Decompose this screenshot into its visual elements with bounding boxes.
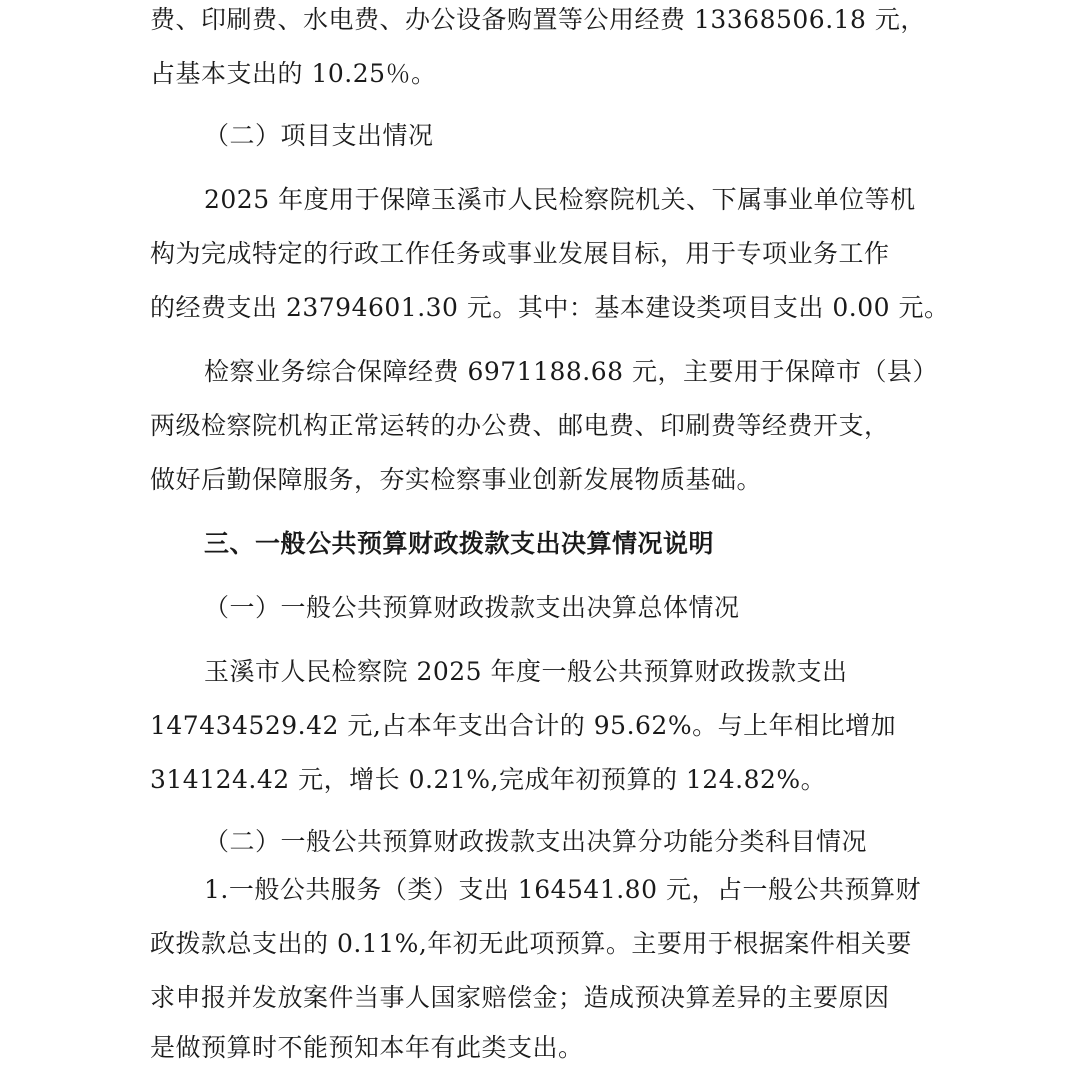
- subsection-heading: （二）一般公共预算财政拨款支出决算分功能分类科目情况: [204, 827, 868, 856]
- paragraph-line: 构为完成特定的行政工作任务或事业发展目标，用于专项业务工作: [150, 239, 890, 268]
- paragraph-line: 是做预算时不能预知本年有此类支出。: [150, 1033, 584, 1062]
- subsection-heading: （二）项目支出情况: [204, 121, 434, 150]
- paragraph-line: 玉溪市人民检察院 2025 年度一般公共预算财政拨款支出: [204, 657, 848, 686]
- subsection-heading: （一）一般公共预算财政拨款支出决算总体情况: [204, 593, 740, 622]
- paragraph-line: 政拨款总支出的 0.11%,年初无此项预算。主要用于根据案件相关要: [150, 929, 912, 958]
- paragraph-line: 费、印刷费、水电费、办公设备购置等公用经费 13368506.18 元，: [150, 5, 926, 34]
- paragraph-line: 检察业务综合保障经费 6971188.68 元，主要用于保障市（县）: [204, 357, 938, 386]
- paragraph-line: 1.一般公共服务（类）支出 164541.80 元，占一般公共预算财: [204, 875, 921, 904]
- paragraph-line: 147434529.42 元,占本年支出合计的 95.62%。与上年相比增加: [150, 711, 897, 740]
- paragraph-line: 占基本支出的 10.25％。: [150, 59, 437, 88]
- paragraph-line: 两级检察院机构正常运转的办公费、邮电费、印刷费等经费开支，: [150, 411, 890, 440]
- paragraph-line: 314124.42 元，增长 0.21%,完成年初预算的 124.82%。: [150, 765, 827, 794]
- section-heading: 三、一般公共预算财政拨款支出决算情况说明: [204, 529, 715, 558]
- paragraph-line: 2025 年度用于保障玉溪市人民检察院机关、下属事业单位等机: [204, 185, 916, 214]
- paragraph-line: 求申报并发放案件当事人国家赔偿金；造成预决算差异的主要原因: [150, 983, 890, 1012]
- paragraph-line: 的经费支出 23794601.30 元。其中：基本建设类项目支出 0.00 元。: [150, 293, 950, 322]
- paragraph-line: 做好后勤保障服务，夯实检察事业创新发展物质基础。: [150, 465, 763, 494]
